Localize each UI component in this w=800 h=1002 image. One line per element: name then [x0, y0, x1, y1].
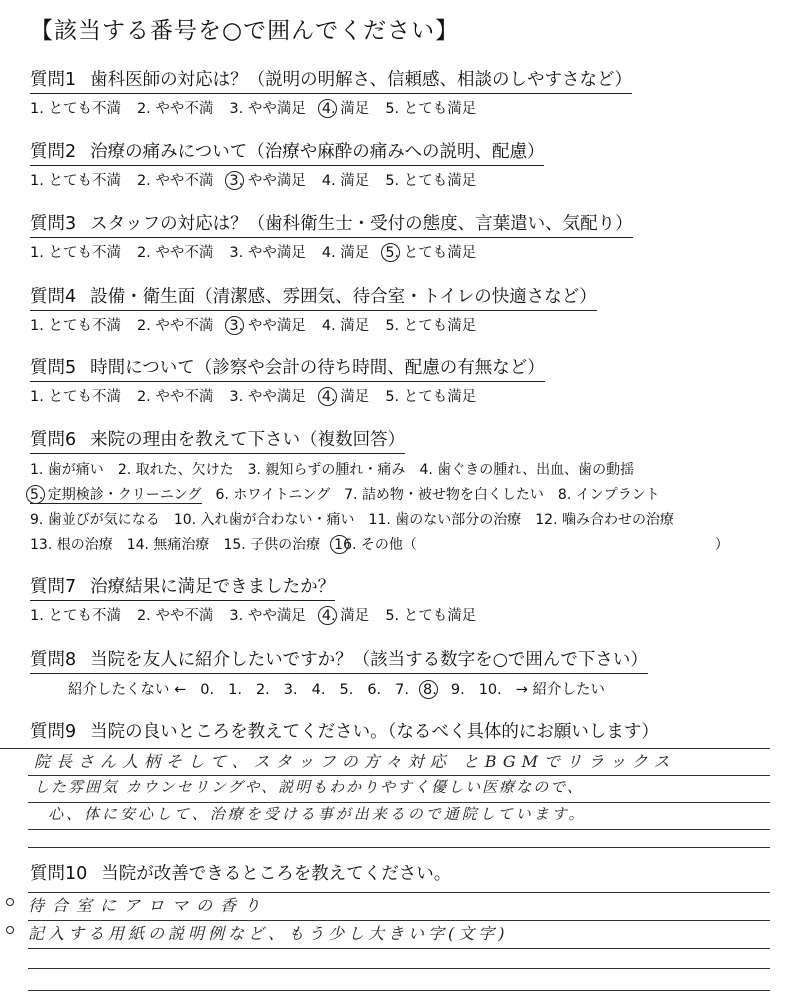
question-2-options [30, 169, 544, 190]
question-5 [30, 354, 545, 406]
option-selected: 4. 満足 [322, 608, 369, 624]
answer-line [28, 990, 770, 991]
option: 1. とても不満 [30, 318, 121, 334]
question-10-header: 質問10 当院が改善できるところを教えてください。 [30, 864, 452, 884]
option: 5. とても満足 [385, 389, 477, 405]
option: 1. とても不満 [30, 608, 121, 624]
option-selected: 3. やや満足 [229, 318, 305, 334]
bullet-mark [6, 926, 14, 934]
answer-line [28, 968, 770, 969]
question-8-scale: 紹介したくない ← 0. 1. 2. 3. 4. 5. 6. 7. 8. 9. 10. → 紹介したい [68, 682, 606, 698]
option: 3. やや満足 [229, 245, 306, 261]
selection-circle [26, 485, 45, 504]
question-3-header: 質問3 スタッフの対応は？（歯科衛生士・受付の態度、言葉遣い、気配り） [30, 210, 633, 238]
option-selected: 16. その他（ [334, 537, 417, 553]
option-selected: 4. 満足 [322, 101, 369, 117]
option-selected: 5. 定期検診・クリーニング [30, 487, 202, 503]
selection-circle [419, 680, 438, 699]
selection-circle [318, 387, 337, 406]
option: 2. やや不満 [136, 608, 214, 624]
question-3 [30, 210, 633, 262]
bullet-mark [6, 898, 14, 906]
selection-circle [318, 606, 337, 625]
option: 2. やや不満 [136, 318, 214, 334]
question-8-header: 質問8 当院を友人に紹介したいですか？（該当する数字を○で囲んで下さい） [30, 646, 648, 674]
option: 3. やや満足 [229, 608, 306, 624]
question-4 [30, 283, 597, 335]
option: 5. とても満足 [385, 173, 477, 189]
option: 4. 満足 [321, 245, 370, 261]
q10-answer-line-2: 記入する用紙の説明例など、もう少し大きい字(文字) [28, 924, 509, 943]
question-10 [30, 860, 451, 885]
option: 4. 満足 [321, 318, 370, 334]
question-7-options [30, 604, 492, 625]
question-5-header: 質問5 時間について（診察や会計の待ち時間、配慮の有無など） [30, 354, 545, 382]
option-selected: 4. 満足 [322, 389, 369, 405]
question-7-header: 質問7 治療結果に満足できましたか？ [30, 573, 335, 601]
question-4-options [30, 314, 597, 335]
answer-line [28, 829, 770, 830]
option: 2. やや不満 [136, 101, 214, 117]
question-4-header: 質問4 設備・衛生面（清潔感、雰囲気、待合室・トイレの快適さなど） [30, 283, 597, 311]
question-7 [30, 573, 492, 625]
option: 5. とても満足 [385, 318, 477, 334]
question-3-options [30, 241, 633, 262]
q10-answer-line-1: 待合室にアロマの香り [28, 896, 269, 915]
option: 1. とても不満 [30, 389, 121, 405]
q9-answer-line-2: した雰囲気 カウンセリングや、説明もわかりやすく優しい医療なので、 [34, 778, 584, 796]
question-8 [30, 646, 648, 674]
question-6-line-1: 1. 歯が痛い 2. 取れた、欠けた 3. 親知らずの腫れ・痛み 4. 歯ぐきの腫れ、出血、歯の動揺 [30, 462, 635, 478]
question-6-line-2: 5. 定期検診・クリーニング 6. ホワイトニング 7. 詰め物・被せ物を白くしたい 8. インプラント [30, 484, 743, 504]
answer-line [28, 847, 770, 848]
question-1-options [30, 97, 632, 118]
option: 1. とても不満 [30, 101, 121, 117]
question-5-options [30, 385, 545, 406]
option-selected: 3. やや満足 [229, 173, 305, 189]
question-6-header: 質問6 来院の理由を教えて下さい（複数回答） [30, 426, 405, 454]
question-6-line-4: 13. 根の治療 14. 無痛治療 15. 子供の治療 16. その他（ ） [30, 537, 729, 553]
option: 3. やや満足 [229, 389, 306, 405]
q9-answer-line-3: 心、体に安心して、治療を受ける事が出来るので通院しています。 [48, 805, 587, 823]
question-2-header: 質問2 治療の痛みについて（治療や麻酔の痛みへの説明、配慮） [30, 138, 544, 166]
q9-answer-line-1: 院長さん人柄そして、スタッフの方々対応 とBGMでリラックス [34, 752, 676, 771]
option: 1. とても不満 [30, 173, 121, 189]
option: 2. やや不満 [136, 245, 214, 261]
option: 2. やや不満 [136, 173, 214, 189]
question-1 [30, 66, 632, 118]
option: 4. 満足 [321, 173, 370, 189]
question-9-header: 質問9 当院の良いところを教えてください。（なるべく具体的にお願いします） [30, 722, 659, 742]
question-6 [30, 426, 743, 554]
question-6-line-3: 9. 歯並びが気になる 10. 入れ歯が合わない・痛い 11. 歯のない部分の治療 12. 噛み合わせの治療 [30, 512, 674, 528]
page-title: 【該当する番号を○で囲んでください】 [30, 18, 460, 44]
option: 5. とても満足 [385, 608, 477, 624]
answer-line [28, 948, 770, 949]
question-9 [30, 718, 659, 743]
option: 2. やや不満 [136, 389, 214, 405]
selection-circle [318, 99, 337, 118]
option-selected: 8. [423, 682, 437, 698]
option: 1. とても不満 [30, 245, 121, 261]
option: 3. やや満足 [229, 101, 306, 117]
option-selected: 5. とても満足 [385, 245, 476, 261]
option: 5. とても満足 [385, 101, 477, 117]
question-2 [30, 138, 544, 190]
question-1-header: 質問1 歯科医師の対応は？（説明の明解さ、信頼感、相談のしやすさなど） [30, 66, 632, 94]
